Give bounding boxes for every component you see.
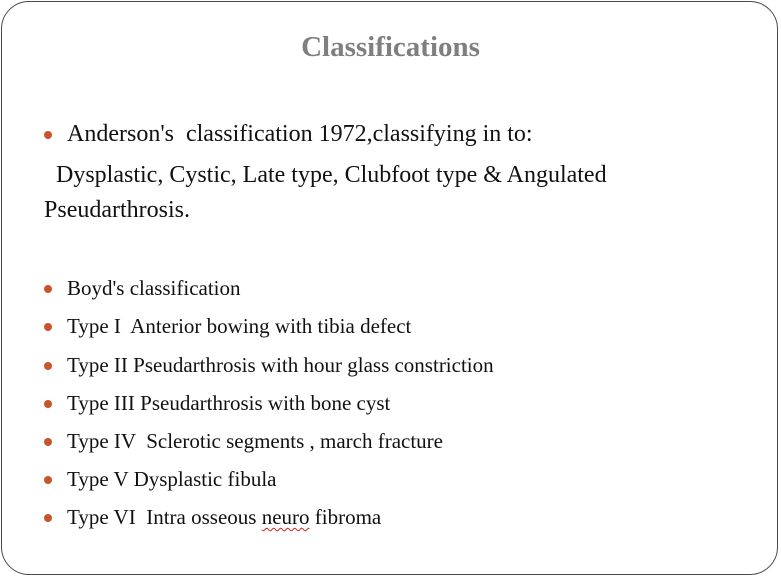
bullet-icon — [44, 285, 52, 293]
bullet-icon — [44, 323, 52, 331]
anderson-types-line: Dysplastic, Cystic, Late type, Clubfoot type & Angulated — [44, 162, 607, 188]
boyd-type-5: Type V Dysplastic fibula — [67, 467, 277, 491]
bullet-icon — [44, 131, 52, 139]
boyd-type-6-suffix: fibroma — [309, 505, 382, 529]
bullet-icon — [44, 400, 52, 408]
anderson-classification: Anderson's classification 1972,classifying in to: — [67, 121, 533, 147]
boyd-type-1: Type I Anterior bowing with tibia defect — [67, 314, 412, 338]
bullet-icon — [44, 362, 52, 370]
boyd-type-3: Type III Pseudarthrosis with bone cyst — [67, 391, 391, 415]
bullet-icon — [44, 476, 52, 484]
boyd-type-4: Type IV Sclerotic segments , march fracture — [67, 429, 444, 453]
boyd-type-2: Type II Pseudarthrosis with hour glass constriction — [67, 353, 494, 377]
spellcheck-flagged-word: neuro — [261, 505, 310, 529]
boyd-type-6 — [67, 505, 381, 530]
anderson-types-line-cont: Pseudarthrosis. — [44, 197, 190, 223]
boyd-heading: Boyd's classification — [67, 276, 241, 300]
slide-title: Classifications — [301, 31, 480, 63]
boyd-type-6-prefix: Type VI Intra osseous — [67, 505, 262, 529]
bullet-icon — [44, 438, 52, 446]
bullet-icon — [44, 514, 52, 522]
